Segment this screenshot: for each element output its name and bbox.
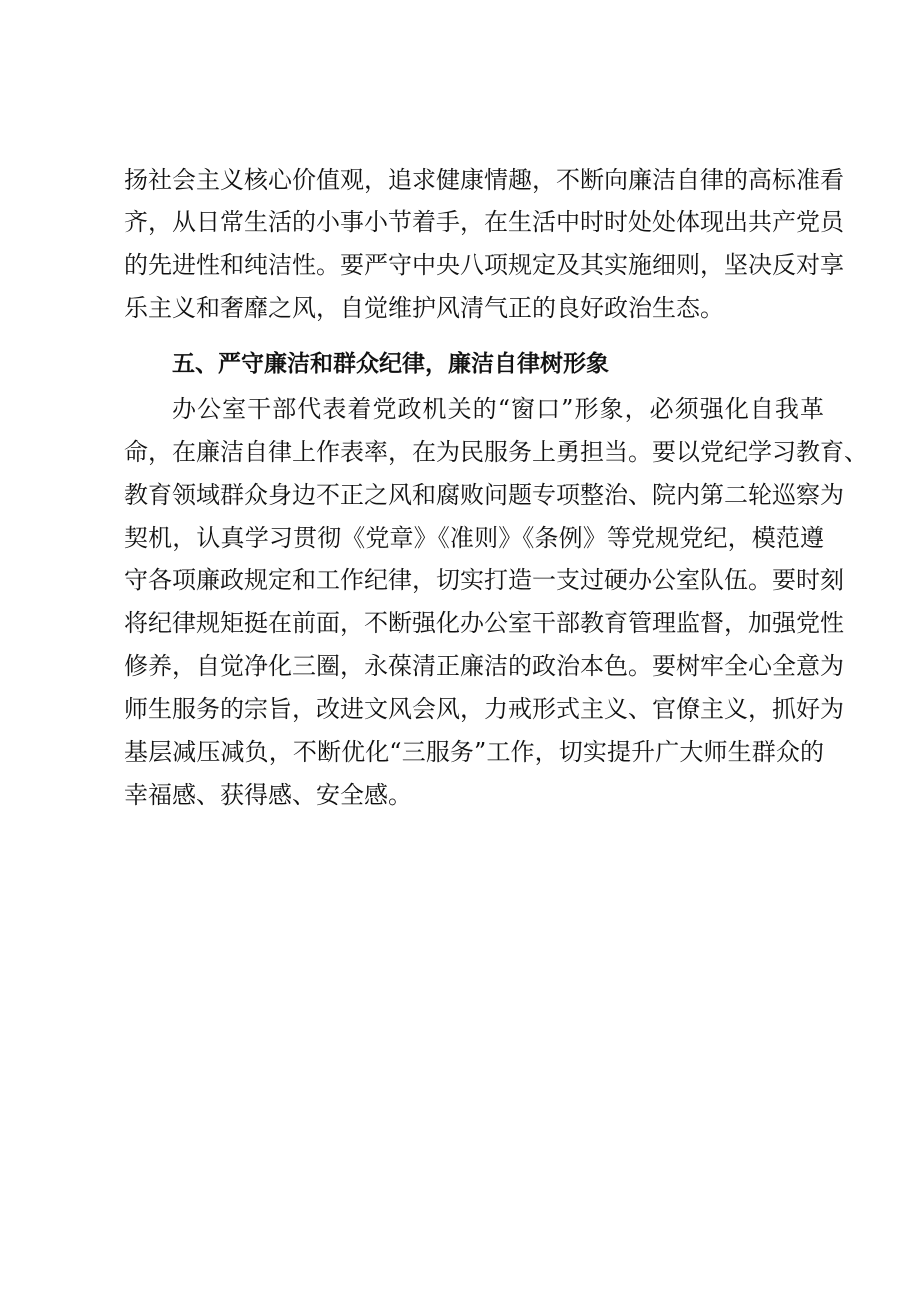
section5-line-4: 契机，认真学习贯彻《党章》《准则》《条例》等党规党纪，模范遵 [124, 524, 824, 552]
section5-line-5: 守各项廉政规定和工作纪律，切实打造一支过硬办公室队伍。要时刻 [124, 566, 844, 594]
section5-line-10: 幸福感、获得感、安全感。 [124, 781, 412, 809]
para1-line-3: 的先进性和纯洁性。要严守中央八项规定及其实施细则，坚决反对享 [124, 251, 844, 279]
para1-line-2: 齐，从日常生活的小事小节着手，在生活中时时处处体现出共产党员 [124, 208, 844, 236]
section5-line-7: 修养，自觉净化三圈，永葆清正廉洁的政治本色。要树牢全心全意为 [124, 652, 844, 680]
section5-line-8: 师生服务的宗旨，改进文风会风，力戒形式主义、官僚主义，抓好为 [124, 695, 844, 723]
para1-line-1: 扬社会主义核心价值观，追求健康情趣，不断向廉洁自律的高标准看 [124, 166, 844, 194]
section5-line-1: 办公室干部代表着党政机关的“窗口”形象，必须强化自我革 [172, 395, 824, 423]
section5-line-2: 命，在廉洁自律上作表率，在为民服务上勇担当。要以党纪学习教育、 [124, 438, 868, 466]
para1-line-4: 乐主义和奢靡之风，自觉维护风清气正的良好政治生态。 [124, 294, 724, 322]
section5-line-9: 基层减压减负，不断优化“三服务”工作，切实提升广大师生群众的 [124, 738, 824, 766]
section5-heading: 五、严守廉洁和群众纪律，廉洁自律树形象 [172, 351, 609, 377]
section5-line-3: 教育领域群众身边不正之风和腐败问题专项整治、院内第二轮巡察为 [124, 481, 844, 509]
section5-line-6: 将纪律规矩挺在前面，不断强化办公室干部教育管理监督，加强党性 [124, 609, 844, 637]
